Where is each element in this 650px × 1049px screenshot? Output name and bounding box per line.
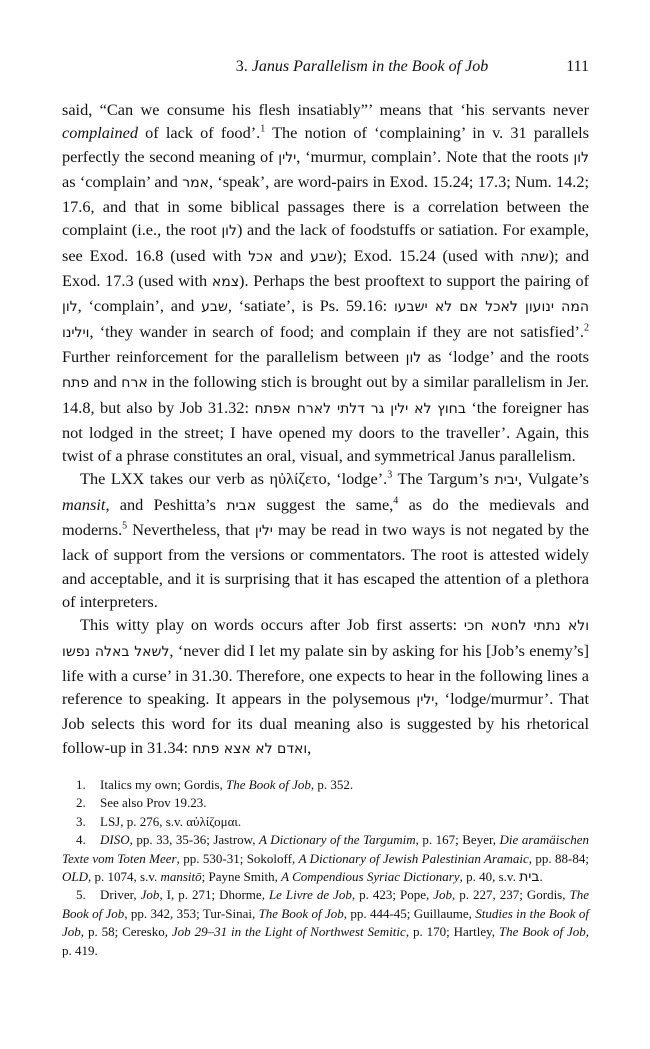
footnote-ref: 3	[387, 470, 393, 482]
footnote-3: 3. LSJ, p. 276, s.v. αὐλίζομαι.	[76, 813, 242, 829]
footnote-ref: 1	[260, 123, 266, 135]
chapter-title: 3. Janus Parallelism in the Book of Job	[235, 58, 489, 75]
paragraph-1: said, “Can we consume his flesh insatiably”’ means that ‘his servants never complained of lack of food’.$^1$ The notion of ‘complaining’ in v. 31 parallels perfectly the second meaning of ילין, ‘murmur, complain’. Note that the roots לון as ‘complain’ and אמר, ‘speak’, are word-pairs in Exod. 15.24; 17.3; Num. 14.2; 17.6, and that in some biblical passages there is a correlation between the complaint (i.e., the root לון) and the lack of foodstuffs or satiation. For example, see Exod. 16.8 (used with אכל and שבע); Exod. 15.24 (used with שתה); and Exod. 17.3 (used with צמא). Perhaps the best prooftext to support the pairing of לון, ‘complain’, and שבע, ‘satiate’, is Ps. 59.16: המה ינועון לאכל אם לא ישבעו וילינו, ‘they wander in search of food; and complain if they are not satisfied’.$^2$ Further reinforcement for the parallelism between לון as ‘lodge’ and the roots פתח and ארח in the following stich is brought out by a similar parallelism in Jer. 14.8, but also by Job 31.32: בחוץ לא ילין גר דלתי לארח אפתח ‘the foreigner has not lodged in the street; I have opened my doors to the traveller’. Again, this twist of a phrase constitutes an oral, visual, and symmetrical Janus parallelism.	[62, 100, 590, 466]
footnote-ref: 4	[393, 495, 399, 507]
paragraph-3: This witty play on words occurs after Job first asserts: ולא נתתי לחטא חכי לשאל באלה נפשו, ‘never did I let my palate sin by asking for his [Job’s enemy’s] life with a curse’ in 31.30. Therefore, one expects to hear in the following lines a reference to speaking. It appears in the polysemous ילין, ‘lodge/murmur’. That Job selects this word for its dual meaning also is suggested by his rhetorical follow-up in 31.34: ואדם לא אצא פתח,	[62, 615, 590, 757]
paragraph-2: The LXX takes our verb as ηὐλίζετο, ‘lodge’.$^3$ The Targum’s יבית, Vulgate’s mansit, and Peshitta’s אבית suggest the same,$^4$ as do the medievals and moderns.$^5$ Nevertheless, that ילין may be read in two ways is not negated by the lack of support from the versions or commentators. The root is attested widely and acceptable, and it is surprising that it has escaped the attention of a plethora of interpreters.	[62, 469, 590, 611]
footnotes	[62, 776, 589, 960]
page-number: 111	[566, 58, 589, 75]
footnote-5: 5. Driver, Job, I, p. 271; Dhorme, Le Livre de Job, p. 423; Pope, Job, p. 227, 237; Gordis, The Book of Job, pp. 342, 353; Tur-Sinai, The Book of Job, pp. 444-45; Guillaume, Studies in the Book of Job, p. 58; Ceresko, Job 29–31 in the Light of Northwest Semitic, p. 170; Hartley, The Book of Job, p. 419.	[62, 887, 590, 958]
footnote-ref: 5	[122, 520, 128, 532]
footnote-4: 4. DISO, pp. 33, 35-36; Jastrow, A Dictionary of the Targumim, p. 167; Beyer, Die aramäischen Texte vom Toten Meer, pp. 530-31; Sokoloff, A Dictionary of Jewish Palestinian Aramaic, pp. 88-84; OLD, p. 1074, s.v. mansitō; Payne Smith, A Compendious Syriac Dictionary, p. 40, s.v. בית.	[62, 832, 589, 886]
footnote-1: 1. Italics my own; Gordis, The Book of Job, p. 352.	[76, 777, 354, 792]
running-header	[62, 58, 589, 76]
footnote-2: 2. See also Prov 19.23.	[76, 795, 207, 811]
footnote-ref: 2	[584, 322, 589, 334]
main-text	[62, 98, 589, 761]
